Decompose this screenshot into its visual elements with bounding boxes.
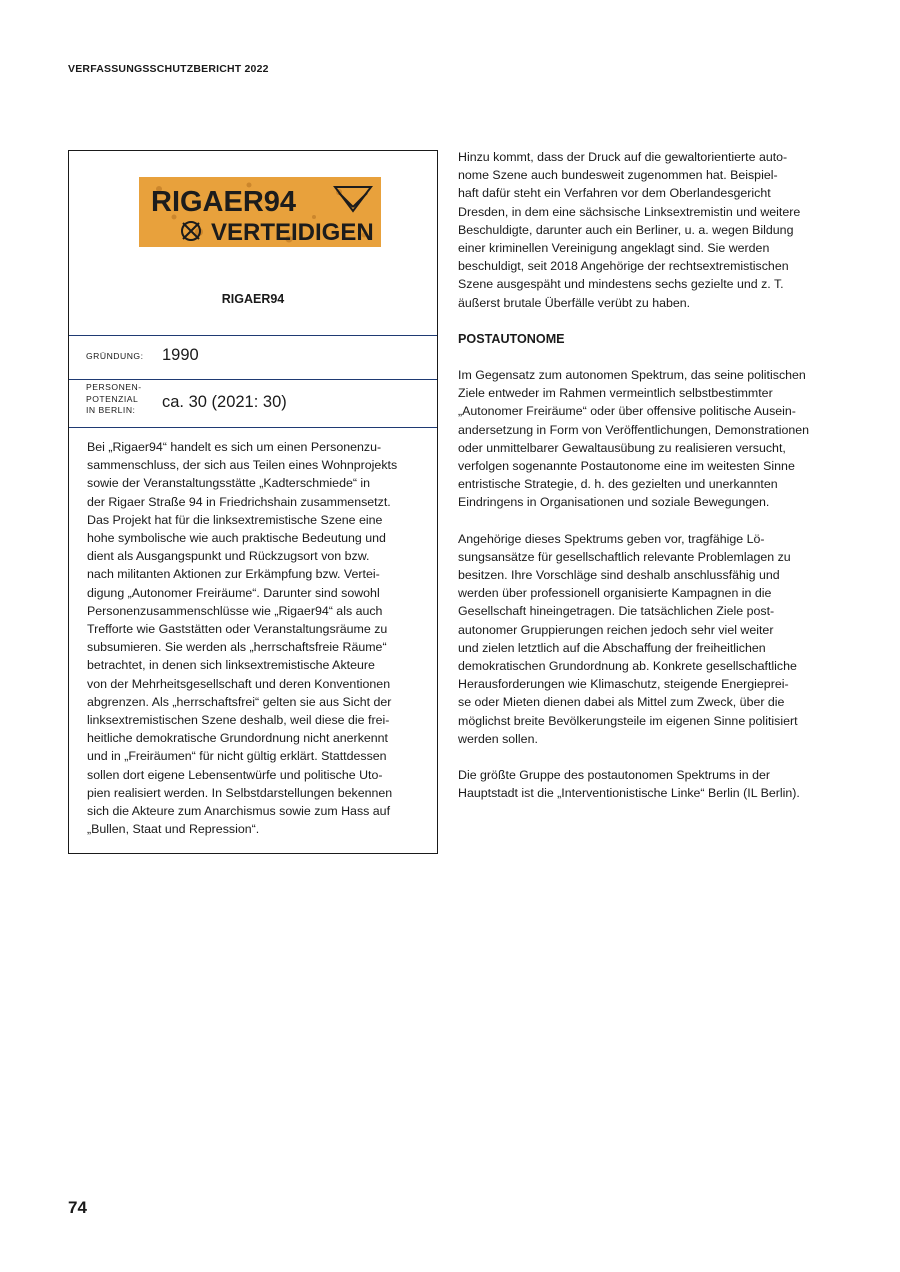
founding-label: GRÜNDUNG:	[86, 351, 144, 361]
paragraph	[458, 530, 832, 748]
text-line: linksextremistischen Szene deshalb, weil diese die frei-	[87, 713, 390, 728]
text-line: heitliche demokratische Grundordnung nicht anerkennt	[87, 731, 388, 746]
text-line: nome Szene auch bundesweit zugenommen hat. Beispiel-	[458, 168, 778, 183]
profile-title: RIGAER94	[221, 292, 285, 306]
text-line: sowie der Veranstaltungsstätte „Kadterschmiede“ in	[87, 476, 371, 491]
text-line: einer kriminellen Vereinigung angeklagt sind. Sie werden	[458, 241, 770, 256]
text-line: äußerst brutale Überfälle verübt zu haben.	[458, 295, 691, 310]
page-number: 74	[68, 1198, 87, 1217]
logo-text-top: RIGAER94	[151, 186, 297, 218]
text-line: Szene ausgespäht und mindestens sechs gezielte und z. T.	[458, 277, 784, 292]
paragraph	[458, 366, 832, 512]
text-line: Hauptstadt ist die „Interventionistische Linke“ Berlin (IL Berlin).	[458, 786, 800, 801]
founding-row	[69, 335, 437, 380]
text-line: se oder Mieten dienen dabei als Mittel zum Zweck, über die	[458, 695, 785, 710]
right-column	[458, 148, 832, 803]
text-line: werden über professionell organisierte Kampagnen in die	[458, 586, 772, 601]
text-line: sungsansätze für gesellschaftlich relevante Problemlagen zu	[458, 549, 791, 564]
running-header: VERFASSUNGSSCHUTZBERICHT 2022	[68, 63, 269, 75]
text-line: Trefforte wie Gaststätten oder Veranstaltungsräume zu	[87, 622, 388, 637]
text-line: hohe symbolische wie auch praktische Bedeutung und	[87, 531, 386, 546]
paragraph	[458, 766, 832, 802]
text-line: Die größte Gruppe des postautonomen Spektrums in der	[458, 768, 770, 783]
text-line: sich die Akteure zum Anarchismus sowie zum Hass auf	[87, 804, 391, 819]
profile-description	[87, 438, 423, 838]
text-line: „Autonomer Freiräume“ oder über offensive politische Ausein-	[458, 404, 796, 419]
text-line: nach militanten Aktionen zur Erkämpfung bzw. Vertei-	[87, 567, 380, 582]
profile-box	[68, 150, 438, 854]
potential-row	[69, 379, 437, 428]
text-line: haft dafür steht ein Verfahren vor dem Oberlandesgericht	[458, 186, 771, 201]
text-line: sammenschluss, der sich aus Teilen eines Wohnprojekts	[87, 458, 398, 473]
text-line: und in „Freiräumen“ für nicht gültig erklärt. Stattdessen	[87, 749, 387, 764]
text-line: Gesellschaft hineingetragen. Die tatsächlichen Ziele post-	[458, 604, 775, 619]
text-line: dient als Ausgangspunkt und Rückzugsort von bzw.	[87, 549, 370, 564]
founding-value: 1990	[162, 346, 199, 364]
text-line: Dresden, in dem eine sächsische Linksextremistin und weitere	[458, 204, 801, 219]
text-line: werden sollen.	[458, 731, 538, 746]
text-line: Bei „Rigaer94“ handelt es sich um einen Personenzu-	[87, 440, 382, 454]
text-line: betrachtet, in denen sich linksextremistische Akteure	[87, 658, 375, 673]
text-line: und zielen letztlich auf die Abschaffung der freiheitlichen	[458, 640, 766, 655]
text-line: digung „Autonomer Freiräume“. Darunter sind sowohl	[87, 585, 380, 600]
text-line: Herausforderungen wie Klimaschutz, steigende Energieprei-	[458, 677, 789, 692]
text-line: Im Gegensatz zum autonomen Spektrum, das seine politischen	[458, 368, 806, 383]
text-line: Eindringens in Organisationen und soziale Bewegungen.	[458, 495, 770, 510]
text-line: Beschuldigte, darunter auch ein Berliner, u. a. wegen Bildung	[458, 222, 794, 237]
text-line: Hinzu kommt, dass der Druck auf die gewaltorientierte auto-	[458, 150, 788, 164]
text-line: möglichst breite Bevölkerungsteile im eigenen Sinne politisiert	[458, 713, 798, 728]
potential-label-line: PERSONEN-	[86, 382, 142, 392]
paragraph	[458, 148, 832, 312]
potential-label-line: IN BERLIN:	[86, 405, 136, 415]
text-line: andersetzung in Form von Veröffentlichungen, Demonstrationen	[458, 422, 810, 437]
text-line: verfolgen sogenannte Postautonome eine im weitesten Sinne	[458, 459, 795, 474]
potential-value: ca. 30 (2021: 30)	[162, 393, 287, 411]
section-heading: POSTAUTONOME	[458, 331, 565, 346]
text-line: beschuldigt, seit 2018 Angehörige der rechtsextremistischen	[458, 259, 789, 274]
potential-label	[86, 382, 146, 417]
text-line: „Bullen, Staat und Repression“.	[87, 822, 260, 837]
text-line: demokratischen Grundordnung ab. Konkrete gesellschaftliche	[458, 659, 797, 674]
text-line: Ziele entweder im Rahmen vermeintlich selbstbestimmter	[458, 386, 773, 401]
text-line: subsumieren. Sie werden als „herrschaftsfreie Räume“	[87, 640, 387, 655]
text-line: Personenzusammenschlüsse wie „Rigaer94“ als auch	[87, 603, 383, 618]
text-line: sollen dort eigene Lebensentwürfe und politische Uto-	[87, 767, 383, 782]
text-line: Angehörige dieses Spektrums geben vor, tragfähige Lö-	[458, 531, 765, 546]
text-line: von der Mehrheitsgesellschaft und deren Konventionen	[87, 676, 391, 691]
rigaer94-logo	[139, 177, 381, 247]
text-line: der Rigaer Straße 94 in Friedrichshain zusammensetzt.	[87, 494, 391, 509]
text-line: entristische Strategie, d. h. des gezielten und unerkannten	[458, 477, 778, 492]
rigaer94-logo-graphic	[139, 177, 381, 247]
logo-text-bottom: VERTEIDIGEN	[211, 219, 374, 246]
text-line: oder unmittelbarer Gewaltausübung zu realisieren versucht,	[458, 440, 786, 455]
potential-label-line: POTENZIAL	[86, 393, 139, 404]
text-line: pien realisiert werden. In Selbstdarstellungen bekennen	[87, 785, 393, 800]
logo-area	[69, 151, 437, 335]
text-line: Das Projekt hat für die linksextremistische Szene eine	[87, 512, 383, 527]
text-line: abgrenzen. Als „herrschaftsfrei“ gelten sie aus Sicht der	[87, 694, 392, 709]
text-line: besitzen. Ihre Vorschläge sind deshalb anschlussfähig und	[458, 568, 780, 583]
text-line: autonomer Gruppierungen reichen jedoch sehr viel weiter	[458, 622, 774, 637]
